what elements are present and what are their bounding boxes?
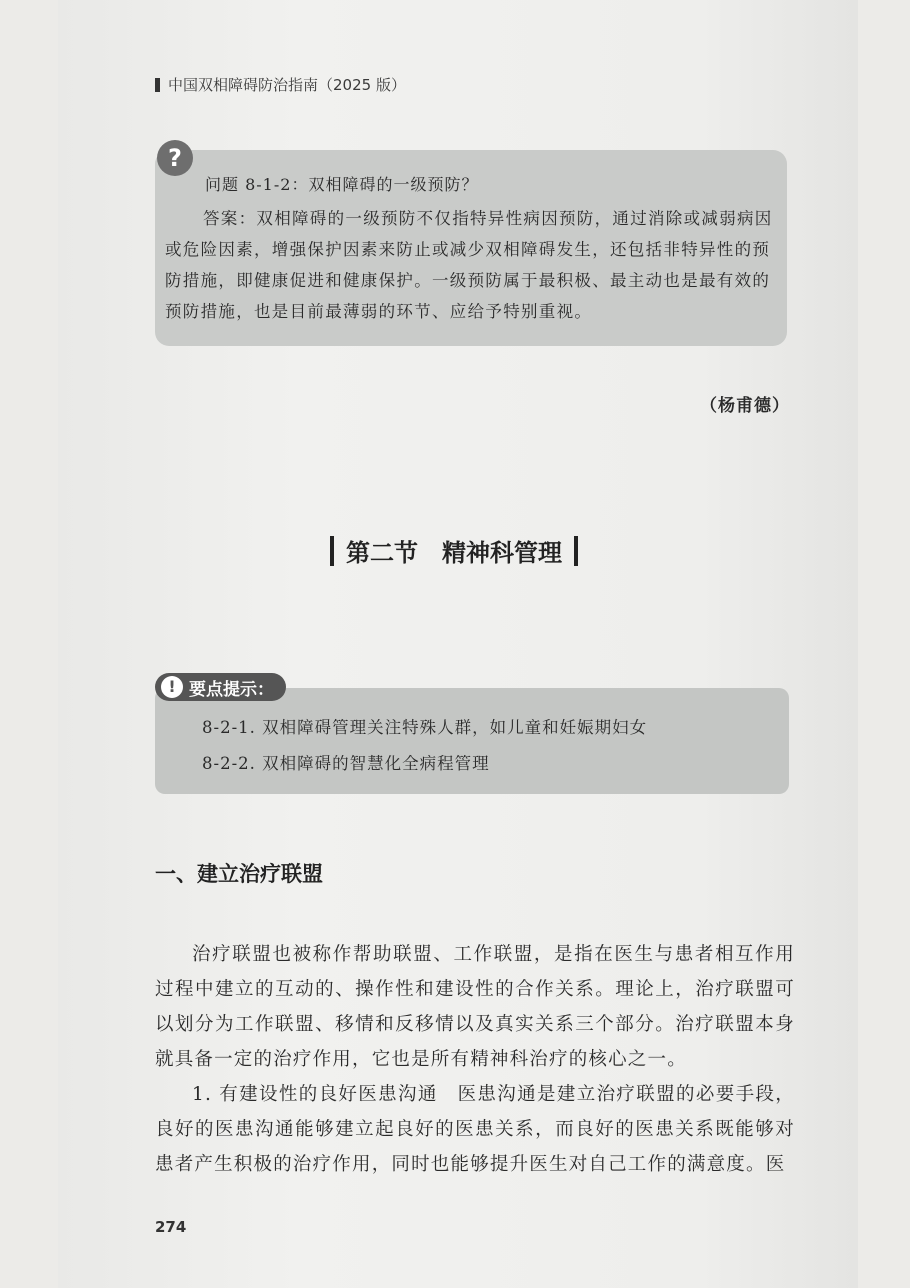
exclamation-icon: ! [161,676,183,698]
header-marker [155,78,160,92]
header-title: 中国双相障碍防治指南（2025 版） [168,76,406,94]
key-point-item: 8-2-1. 双相障碍管理关注特殊人群，如儿童和妊娠期妇女 [202,718,648,737]
page-number: 274 [155,1218,187,1236]
title-bar-left [330,536,334,566]
running-header [155,74,406,95]
key-points-tag [155,673,286,701]
qa-answer: 答案：双相障碍的一级预防不仅指特异性病因预防，通过消除或减弱病因或危险因素，增强保护因素来防止或减少双相障碍发生，还包括非特异性的预防措施，即健康促进和健康保护。一级预防属于最积极、最主动也是最有效的预防措施，也是目前最薄弱的环节、应给予特别重视。 [165,209,773,321]
section-title [330,533,578,568]
body-paragraph: 1. 有建设性的良好医患沟通 医患沟通是建立治疗联盟的必要手段，良好的医患沟通能够建立起良好的医患关系，而良好的医患关系既能够对患者产生积极的治疗作用，同时也能够提升医生对自己工作的满意度。医 [155,1084,795,1175]
key-point-item: 8-2-2. 双相障碍的智慧化全病程管理 [202,754,490,773]
subsection-heading: 一、建立治疗联盟 [155,862,323,886]
question-mark-icon: ? [157,140,193,176]
key-points-tag-label: 要点提示： [189,679,274,700]
qa-question: 问题 8-1-2：双相障碍的一级预防？ [205,175,479,194]
section-title-text: 第二节 精神科管理 [346,539,562,567]
body-paragraph: 治疗联盟也被称作帮助联盟、工作联盟，是指在医生与患者相互作用过程中建立的互动的、操作性和建设性的合作关系。理论上，治疗联盟可以划分为工作联盟、移情和反移情以及真实关系三个部分。治疗联盟本身就具备一定的治疗作用，它也是所有精神科治疗的核心之一。 [155,944,795,1070]
title-bar-right [574,536,578,566]
qa-author: （杨甫德） [700,396,790,416]
key-points-box [155,688,789,794]
